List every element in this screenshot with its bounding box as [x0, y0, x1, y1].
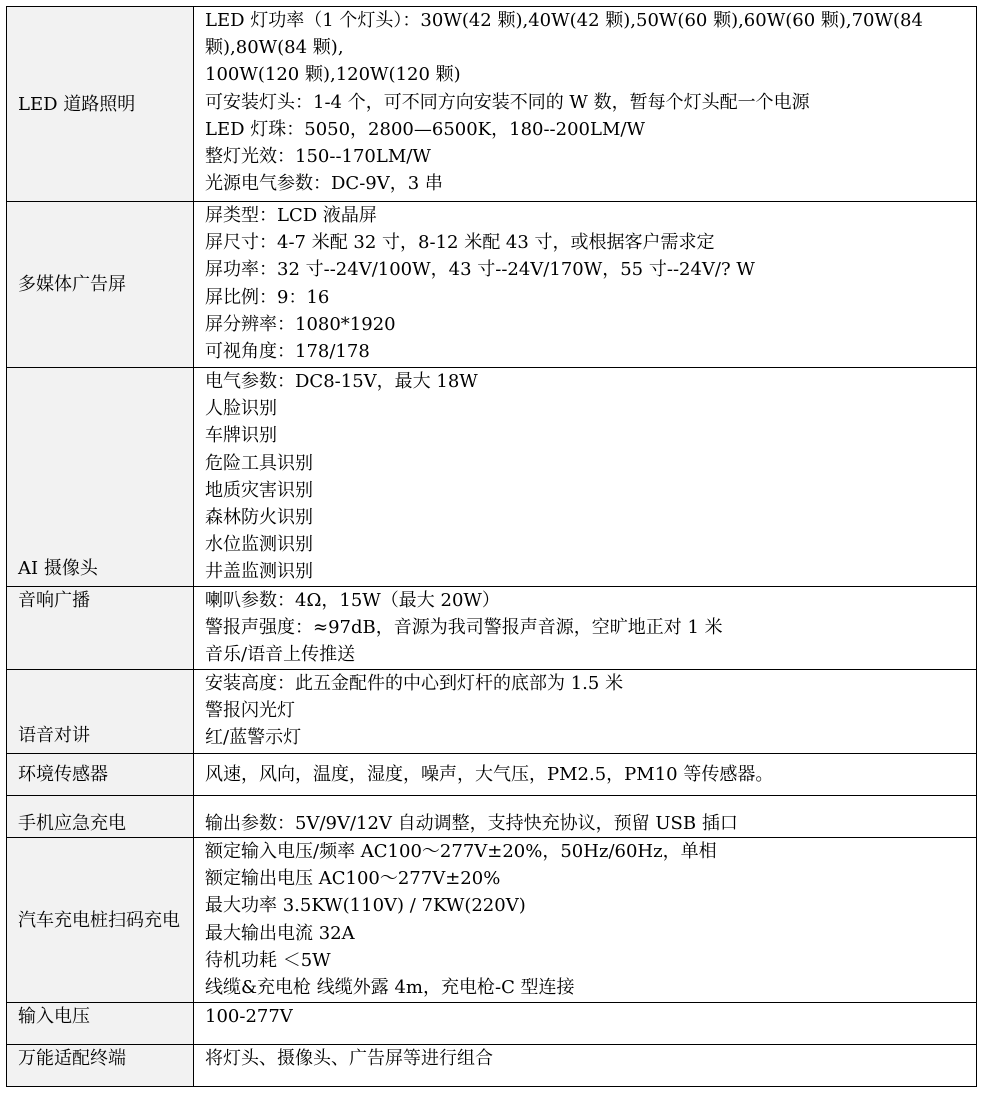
table-row — [7, 368, 977, 587]
detail-line: 待机功耗 ＜5W — [205, 949, 331, 971]
table-row — [7, 796, 977, 838]
row-label-cell — [7, 587, 194, 670]
row-detail-cell — [194, 368, 977, 587]
table-row — [7, 587, 977, 670]
detail-line: 屏分辨率：1080*1920 — [205, 313, 396, 335]
detail-line: 可安装灯头：1-4 个，可不同方向安装不同的 W 数，暂每个灯头配一个电源 — [205, 91, 810, 113]
table-row — [7, 7, 977, 202]
row-label: 音响广播 — [18, 590, 90, 611]
detail-line: 井盖监测识别 — [205, 561, 313, 583]
detail-line: LED 灯功率（1 个灯头）：30W(42 颗),40W(42 颗),50W(60 颗),60W(60 颗),70W(84 颗),80W(84 颗), — [205, 10, 923, 59]
row-label-cell — [7, 7, 194, 202]
row-label: 汽车充电桩扫码充电 — [18, 909, 180, 931]
detail-line: 整灯光效：150--170LM/W — [205, 146, 431, 168]
row-label: 万能适配终端 — [18, 1048, 126, 1069]
detail-line: 光源电气参数：DC-9V，3 串 — [205, 173, 443, 195]
row-label: 手机应急充电 — [18, 813, 126, 834]
detail-line: 最大功率 3.5KW(110V) / 7KW(220V) — [205, 895, 526, 917]
detail-line: 屏比例：9：16 — [205, 286, 330, 308]
detail-line: 额定输出电压 AC100～277V±20% — [205, 868, 501, 890]
row-detail-cell — [194, 587, 977, 670]
row-label-cell — [7, 202, 194, 368]
row-label: 环境传感器 — [18, 764, 108, 785]
table-row — [7, 754, 977, 796]
detail-line: 森林防火识别 — [205, 507, 313, 529]
row-detail-cell — [194, 838, 977, 1003]
row-detail-cell — [194, 754, 977, 796]
detail-line: 输出参数：5V/9V/12V 自动调整，支持快充协议，预留 USB 插口 — [205, 812, 738, 834]
detail-line: 屏功率：32 寸--24V/100W，43 寸--24V/170W，55 寸--24V/? W — [205, 259, 755, 281]
row-label-cell — [7, 1045, 194, 1087]
detail-line: 人脸识别 — [205, 398, 277, 420]
table-row — [7, 1045, 977, 1087]
row-label: AI 摄像头 — [18, 558, 98, 579]
row-detail-cell — [194, 1045, 977, 1087]
table-row — [7, 670, 977, 754]
table-row — [7, 838, 977, 1003]
row-label-cell — [7, 796, 194, 838]
table-row — [7, 1003, 977, 1045]
row-label-cell — [7, 754, 194, 796]
detail-line: 可视角度：178/178 — [205, 341, 370, 363]
detail-line: 线缆&充电枪 线缆外露 4m，充电枪-C 型连接 — [205, 977, 575, 999]
row-detail-cell — [194, 1003, 977, 1045]
detail-line: 将灯头、摄像头、广告屏等进行组合 — [205, 1048, 493, 1069]
detail-line: 水位监测识别 — [205, 534, 313, 556]
detail-line: 100-277V — [205, 1006, 293, 1027]
detail-line: LED 灯珠：5050，2800—6500K，180--200LM/W — [205, 118, 645, 140]
detail-line: 地质灾害识别 — [205, 479, 313, 501]
spec-table — [6, 6, 977, 1087]
row-label-cell — [7, 838, 194, 1003]
detail-line: 车牌识别 — [205, 425, 277, 447]
detail-line: 警报声强度：≈97dB，音源为我司警报声音源，空旷地正对 1 米 — [205, 617, 723, 639]
row-detail-cell — [194, 7, 977, 202]
row-label: 多媒体广告屏 — [18, 274, 126, 295]
row-label-cell — [7, 1003, 194, 1045]
row-label: LED 道路照明 — [18, 93, 136, 115]
detail-line: 100W(120 颗),120W(120 颗) — [205, 64, 461, 86]
row-detail-cell — [194, 796, 977, 838]
row-detail-cell — [194, 202, 977, 368]
detail-line: 电气参数：DC8-15V，最大 18W — [205, 371, 478, 392]
table-row — [7, 202, 977, 368]
detail-line: 警报闪光灯 — [205, 700, 295, 722]
detail-line: 屏尺寸：4-7 米配 32 寸，8-12 米配 43 寸，或根据客户需求定 — [205, 232, 715, 254]
row-label-cell — [7, 368, 194, 587]
row-label: 语音对讲 — [18, 725, 90, 746]
row-label: 输入电压 — [18, 1006, 90, 1027]
detail-line: 危险工具识别 — [205, 452, 313, 474]
row-detail-cell — [194, 670, 977, 754]
detail-line: 音乐/语音上传推送 — [205, 644, 356, 666]
detail-line: 额定输入电压/频率 AC100～277V±20%，50Hz/60Hz，单相 — [205, 841, 717, 862]
row-label-cell — [7, 670, 194, 754]
detail-line: 红/蓝警示灯 — [205, 727, 302, 749]
detail-line: 风速，风向，温度，湿度，噪声，大气压，PM2.5，PM10 等传感器。 — [205, 763, 774, 785]
detail-line: 喇叭参数：4Ω，15W（最大 20W） — [205, 590, 500, 611]
detail-line: 屏类型：LCD 液晶屏 — [205, 205, 377, 226]
detail-line: 最大输出电流 32A — [205, 922, 355, 944]
detail-line: 安装高度：此五金配件的中心到灯杆的底部为 1.5 米 — [205, 673, 624, 694]
